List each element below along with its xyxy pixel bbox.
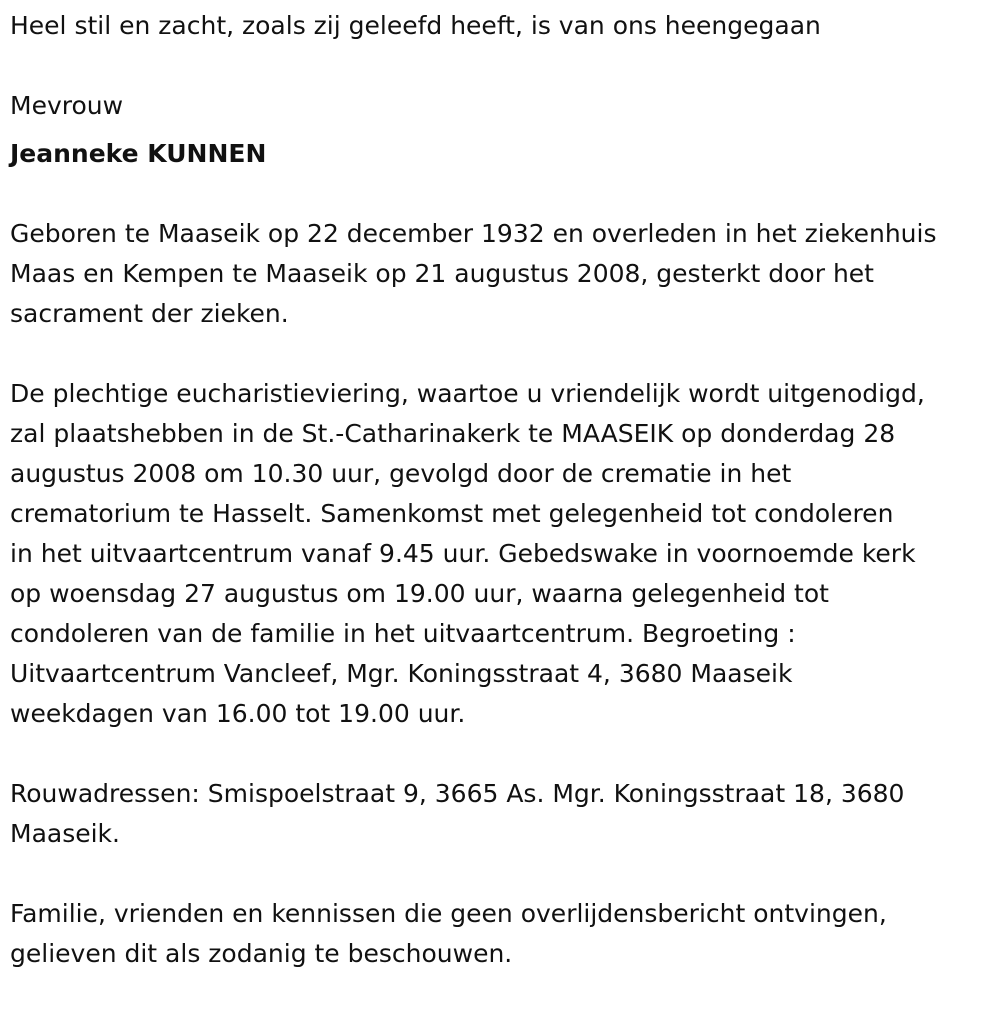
birth-death-paragraph <box>10 214 995 334</box>
deceased-name: Jeanneke KUNNEN <box>10 139 267 168</box>
text-line: Uitvaartcentrum Vancleef, Mgr. Koningsstraat 4, 3680 Maaseik <box>10 659 793 688</box>
mourning-addresses-paragraph <box>10 774 995 854</box>
closing-paragraph <box>10 894 995 974</box>
honorific-title: Mevrouw <box>10 91 124 120</box>
intro-sentence: Heel stil en zacht, zoals zij geleefd heeft, is van ons heengegaan <box>10 11 821 40</box>
text-line: zal plaatshebben in de St.-Catharinakerk te MAASEIK op donderdag 28 <box>10 419 896 448</box>
text-line: Rouwadressen: Smispoelstraat 9, 3665 As. Mgr. Koningsstraat 18, 3680 <box>10 779 905 808</box>
obituary-notice <box>10 6 995 1014</box>
text-line: augustus 2008 om 10.30 uur, gevolgd door de crematie in het <box>10 459 792 488</box>
text-line: weekdagen van 16.00 tot 19.00 uur. <box>10 699 466 728</box>
text-line: crematorium te Hasselt. Samenkomst met gelegenheid tot condoleren <box>10 499 894 528</box>
text-line: Geboren te Maaseik op 22 december 1932 en overleden in het ziekenhuis <box>10 219 937 248</box>
text-line: Maas en Kempen te Maaseik op 21 augustus 2008, gesterkt door het <box>10 259 874 288</box>
text-line: Familie, vrienden en kennissen die geen overlijdensbericht ontvingen, <box>10 899 887 928</box>
text-line: sacrament der zieken. <box>10 299 289 328</box>
text-line: De plechtige eucharistieviering, waartoe u vriendelijk wordt uitgenodigd, <box>10 379 925 408</box>
text-line: Maaseik. <box>10 819 120 848</box>
text-line: gelieven dit als zodanig te beschouwen. <box>10 939 513 968</box>
text-line: condoleren van de familie in het uitvaartcentrum. Begroeting : <box>10 619 796 648</box>
text-line: op woensdag 27 augustus om 19.00 uur, waarna gelegenheid tot <box>10 579 829 608</box>
text-line: in het uitvaartcentrum vanaf 9.45 uur. Gebedswake in voornoemde kerk <box>10 539 916 568</box>
service-paragraph <box>10 374 995 734</box>
